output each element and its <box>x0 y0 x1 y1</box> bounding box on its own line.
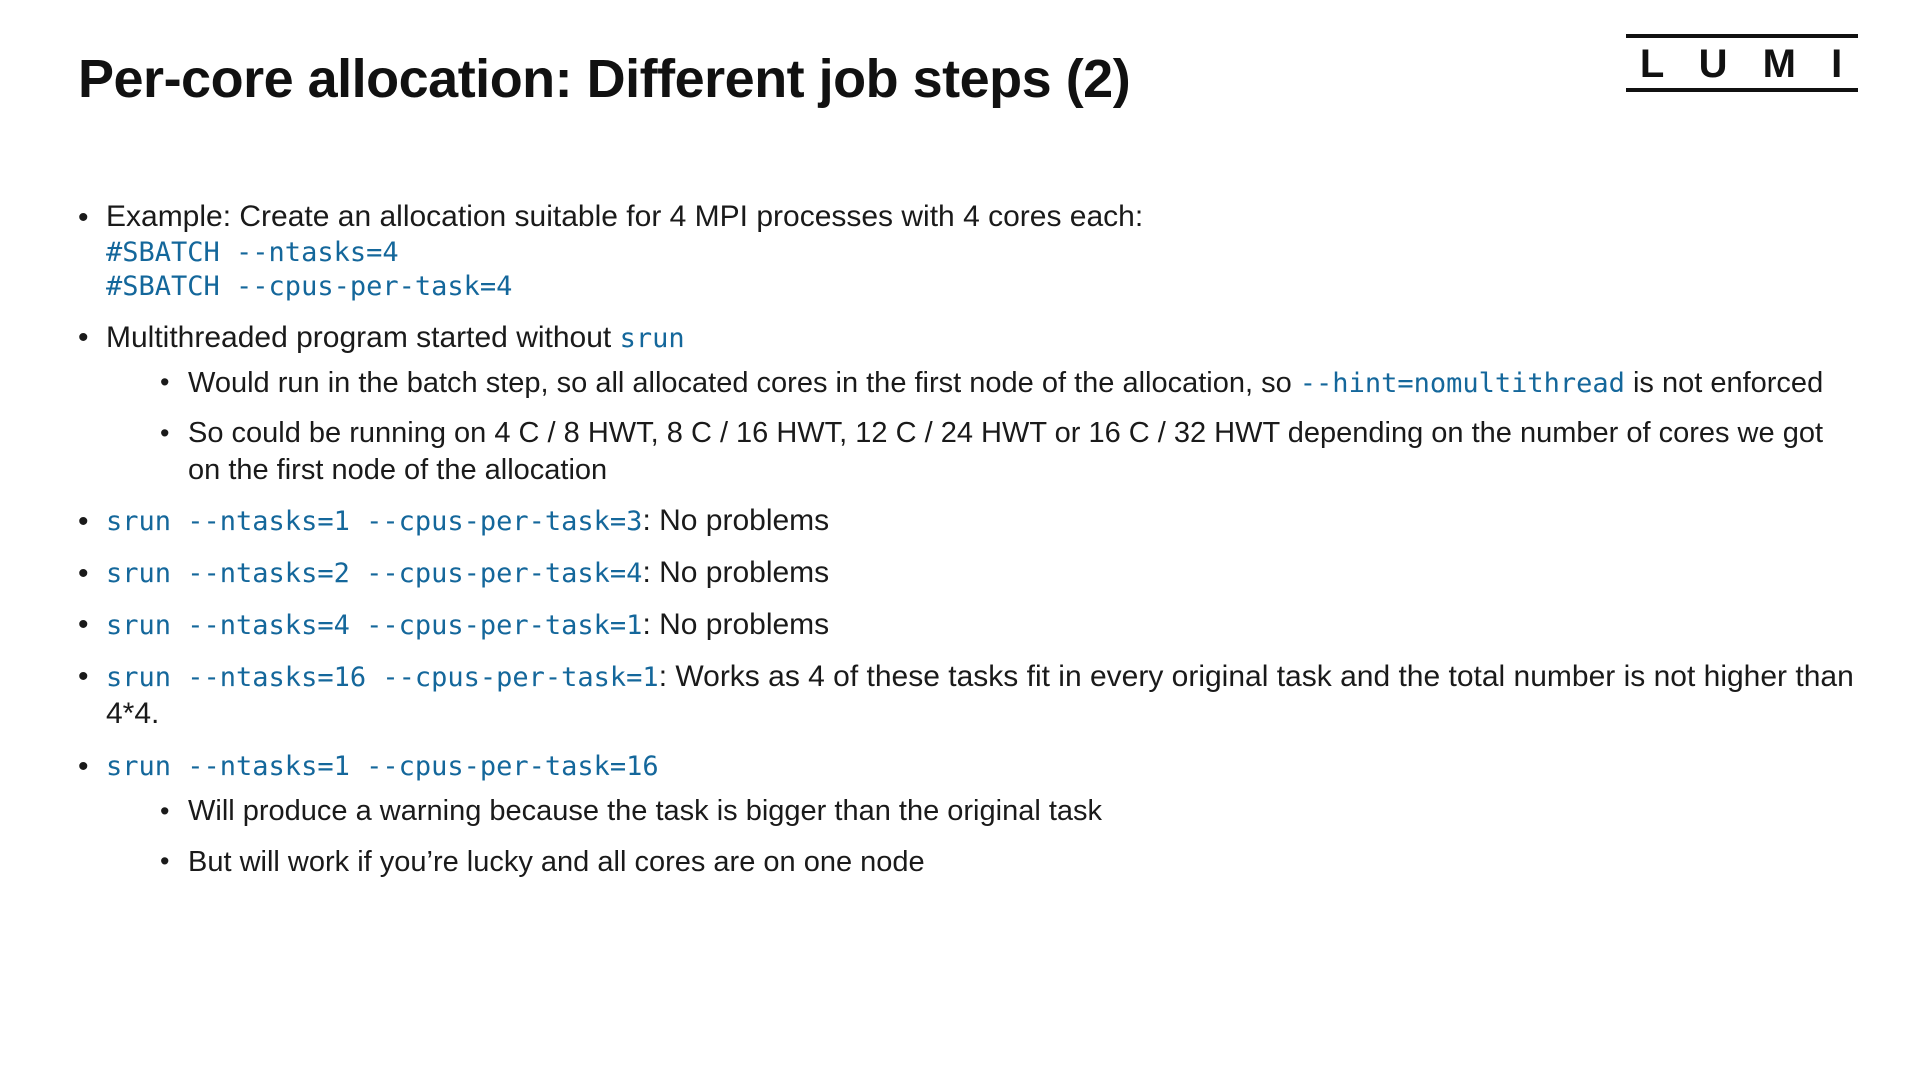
text-no-problems-2: : No problems <box>642 556 830 590</box>
bullet-glyph: • <box>160 795 170 826</box>
slide-body <box>70 198 1860 894</box>
bullet-glyph: • <box>78 200 89 234</box>
bullet-text-example: Example: Create an allocation suitable for 4 MPI processes with 4 cores each: <box>106 200 1144 233</box>
list-item <box>70 198 1860 305</box>
bullet-glyph: • <box>78 749 89 783</box>
code-srun-n2-c4: srun --ntasks=2 --cpus-per-task=4 <box>106 558 643 590</box>
text-no-problems-1: : No problems <box>642 504 830 538</box>
list-item <box>70 658 1860 734</box>
list-item <box>70 747 1860 880</box>
bullet-glyph: • <box>78 504 89 538</box>
lumi-logo <box>1626 34 1858 92</box>
code-srun-n1-c3: srun --ntasks=1 --cpus-per-task=3 <box>106 506 643 538</box>
sub-text-warning: Will produce a warning because the task is bigger than the original task <box>188 795 1103 828</box>
list-item <box>156 415 1860 488</box>
code-srun-n4-c1: srun --ntasks=4 --cpus-per-task=1 <box>106 609 643 641</box>
bullet-glyph: • <box>160 846 170 877</box>
list-item <box>70 502 1860 540</box>
list-item <box>156 793 1860 830</box>
bullet-glyph: • <box>160 417 170 448</box>
page-title: Per-core allocation: Different job steps (2) <box>78 49 1131 109</box>
code-srun-n16-c1: srun --ntasks=16 --cpus-per-task=1 <box>106 661 659 693</box>
text-works-as-4-tasks: : Works as 4 of these tasks fit in every original task and the total number is not higher than 4*4. <box>106 659 1854 731</box>
sub-text-hwt-combinations: So could be running on 4 C / 8 HWT, 8 C / 16 HWT, 12 C / 24 HWT or 16 C / 32 HWT depending on the number of cores we got on the first node of the allocation <box>188 417 1824 486</box>
code-hint-nomultithread: --hint=nomultithread <box>1299 367 1625 399</box>
code-sbatch-cpus-per-task: #SBATCH --cpus-per-task=4 <box>106 271 513 303</box>
sub-bullet-list <box>106 365 1860 489</box>
code-sbatch-ntasks: #SBATCH --ntasks=4 <box>106 236 399 268</box>
code-srun-inline: srun <box>619 322 685 354</box>
bullet-glyph: • <box>160 367 170 398</box>
code-srun-n1-c16: srun --ntasks=1 --cpus-per-task=16 <box>106 751 659 783</box>
text-no-problems-3: : No problems <box>642 607 830 641</box>
list-item <box>70 606 1860 644</box>
list-item <box>70 554 1860 592</box>
lumi-logo-text: L U M I <box>1639 42 1855 86</box>
list-item <box>156 365 1860 402</box>
list-item <box>70 319 1860 488</box>
bullet-glyph: • <box>78 608 89 642</box>
bullet-list <box>70 198 1860 880</box>
bullet-glyph: • <box>78 321 89 355</box>
bullet-text-multithreaded: Multithreaded program started without <box>106 320 620 354</box>
sub-bullet-list <box>106 793 1860 880</box>
bullet-glyph: • <box>78 660 89 694</box>
sub-text-one-node: But will work if you’re lucky and all cores are on one node <box>188 845 925 878</box>
sub-text-batch-step-a: Would run in the batch step, so all allocated cores in the first node of the allocation, so <box>188 366 1300 399</box>
bullet-glyph: • <box>78 556 89 590</box>
list-item <box>156 844 1860 881</box>
sub-text-batch-step-b: is not enforced <box>1624 366 1824 399</box>
